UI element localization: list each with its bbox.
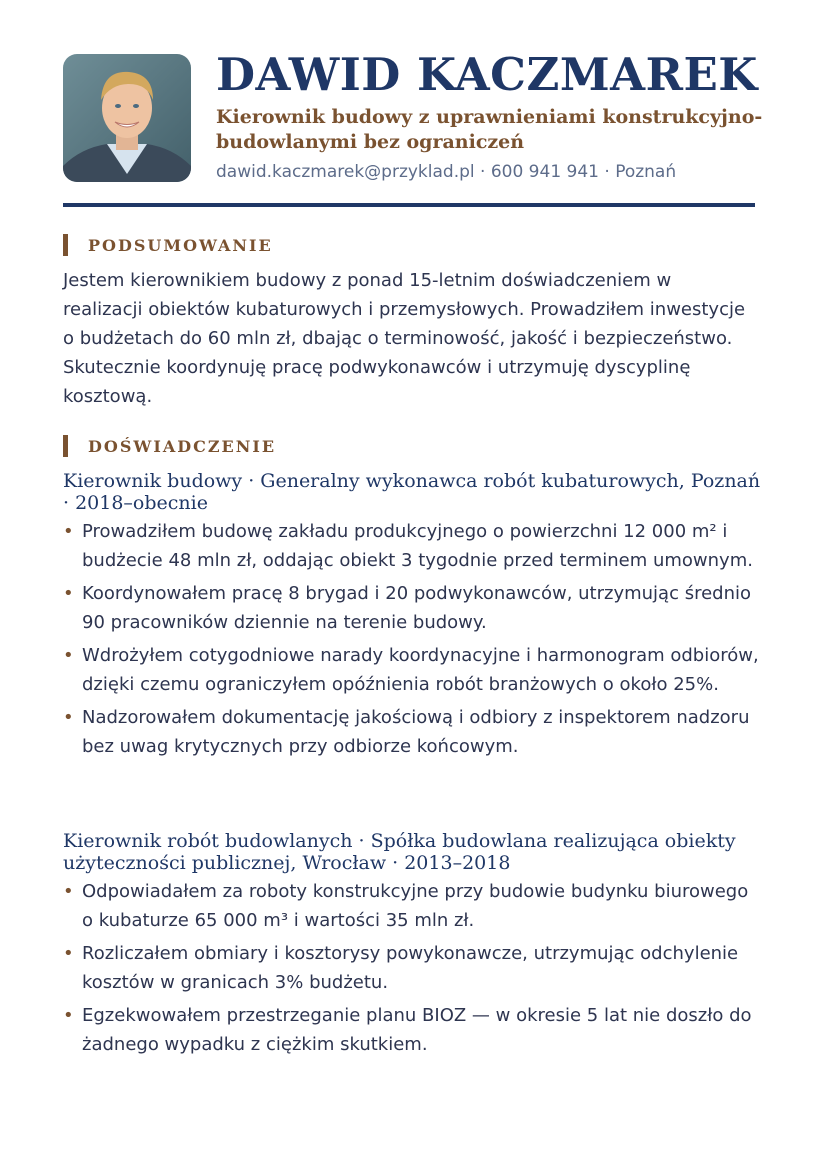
summary-section-header [63, 234, 273, 256]
bullet-text: Rozliczałem obmiary i kosztorysy powykonawcze, utrzymując odchylenie kosztów w granicach 3% budżetu. [82, 943, 739, 993]
section-marker [63, 435, 68, 457]
bullet-dot: • [63, 645, 74, 666]
contact-line: dawid.kaczmarek@przyklad.pl · 600 941 941 · Poznań [216, 162, 677, 182]
job-bullet [63, 517, 763, 575]
bullet-dot: • [63, 707, 74, 728]
job-bullet [63, 703, 763, 761]
bullet-dot: • [63, 1005, 74, 1026]
bullet-text: Koordynowałem pracę 8 brygad i 20 podwykonawców, utrzymując średnio 90 pracowników dziennie na terenie budowy. [82, 583, 751, 633]
bullet-dot: • [63, 943, 74, 964]
job-header: Kierownik robót budowlanych · Spółka budowlana realizująca obiekty użyteczności publicznej, Wrocław · 2013–2018 [63, 830, 736, 874]
bullet-dot: • [63, 521, 74, 542]
bullet-text: Wdrożyłem cotygodniowe narady koordynacyjne i harmonogram odbiorów, dzięki czemu ograniczyłem opóźnienia robót branżowych o około 25%. [82, 645, 759, 695]
experience-heading: DOŚWIADCZENIE [88, 436, 277, 456]
job-bullet [63, 579, 763, 637]
job-header: Kierownik budowy · Generalny wykonawca robót kubaturowych, Poznań · 2018–obecnie [63, 470, 761, 514]
bullet-text: Egzekwowałem przestrzeganie planu BIOZ — w okresie 5 lat nie doszło do żadnego wypadku z ciężkim skutkiem. [82, 1005, 752, 1055]
job-bullet-list [63, 877, 763, 1063]
job-bullet [63, 1001, 763, 1059]
job-title: Kierownik budowy z uprawnieniami konstrukcyjno-budowlanymi bez ograniczeń [216, 106, 763, 153]
bullet-dot: • [63, 881, 74, 902]
job-bullet [63, 939, 763, 997]
candidate-name: DAWID KACZMAREK [216, 48, 758, 101]
bullet-dot: • [63, 583, 74, 604]
bullet-text: Nadzorowałem dokumentację jakościową i odbiory z inspektorem nadzoru bez uwag krytycznych przy odbiorze końcowym. [82, 707, 750, 757]
section-marker [63, 234, 68, 256]
job-bullet [63, 641, 763, 699]
job-bullet-list [63, 517, 763, 765]
summary-heading: PODSUMOWANIE [88, 235, 273, 255]
job-bullet [63, 877, 763, 935]
header-divider [63, 203, 755, 207]
bullet-text: Prowadziłem budowę zakładu produkcyjnego o powierzchni 12 000 m² i budżecie 48 mln zł, oddając obiekt 3 tygodnie przed terminem umownym. [82, 521, 753, 571]
experience-section-header [63, 435, 276, 457]
profile-photo [63, 54, 191, 182]
summary-text: Jestem kierownikiem budowy z ponad 15-letnim doświadczeniem w realizacji obiektów kubaturowych i przemysłowych. Prowadziłem inwestycje o budżetach do 60 mln zł, dbając o terminowość, jakość i bezpieczeństwo. Skutecznie koordynuję pracę podwykonawców i utrzymuję dyscyplinę kosztową. [63, 270, 746, 407]
bullet-text: Odpowiadałem za roboty konstrukcyjne przy budowie budynku biurowego o kubaturze 65 000 m³ i wartości 35 mln zł. [82, 881, 749, 931]
